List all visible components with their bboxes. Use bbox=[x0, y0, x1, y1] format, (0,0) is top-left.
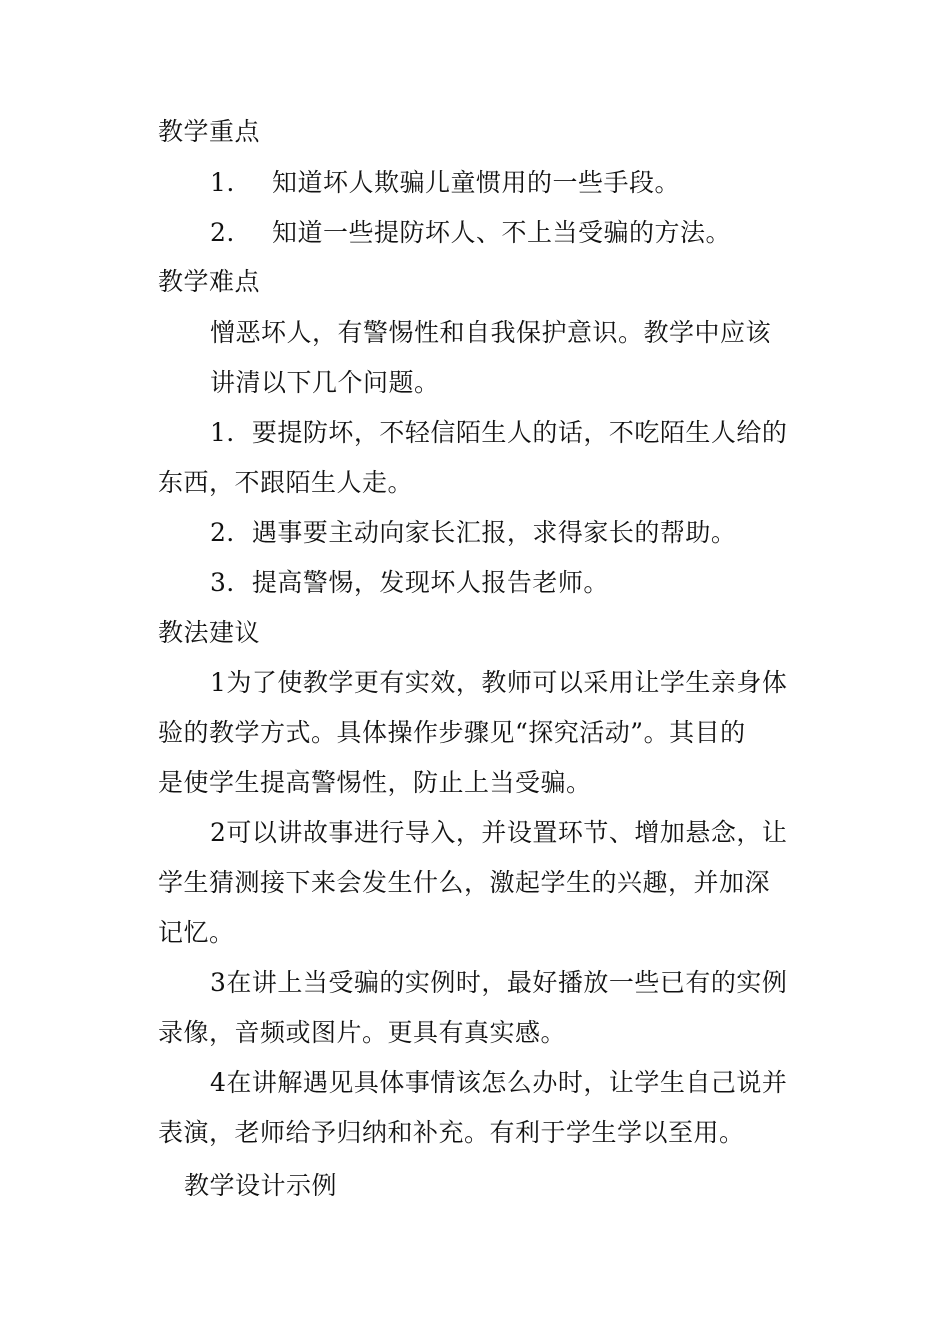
difficulty-point-line: 2．遇事要主动向家长汇报，求得家长的帮助。 bbox=[210, 518, 737, 547]
key-points-heading: 教学重点 bbox=[158, 117, 261, 146]
suggestion-line: 表演，老师给予归纳和补充。有利于学生学以至用。 bbox=[158, 1118, 745, 1147]
suggestion-line: 4在讲解遇见具体事情该怎么办时，让学生自己说并 bbox=[210, 1068, 788, 1097]
item-number: 2. bbox=[210, 218, 235, 247]
difficulty-point-line: 3．提高警惕，发现坏人报告老师。 bbox=[210, 568, 609, 597]
difficulties-intro-line: 讲清以下几个问题。 bbox=[210, 368, 440, 397]
suggestion-line: 1为了使教学更有实效，教师可以采用让学生亲身体 bbox=[210, 668, 788, 697]
key-point-item bbox=[210, 167, 680, 199]
suggestion-line: 录像，音频或图片。更具有真实感。 bbox=[158, 1018, 567, 1047]
suggestion-line: 2可以讲故事进行导入，并设置环节、增加悬念，让 bbox=[210, 818, 788, 847]
suggestion-line: 学生猜测接下来会发生什么，激起学生的兴趣，并加深 bbox=[158, 868, 771, 897]
suggestion-line: 验的教学方式。具体操作步骤见“探究活动”。其目的 bbox=[158, 718, 746, 747]
key-point-item bbox=[210, 217, 731, 249]
difficulties-heading: 教学难点 bbox=[158, 267, 261, 296]
item-text: 知道一些提防坏人、不上当受骗的方法。 bbox=[272, 218, 732, 247]
item-number: 1. bbox=[210, 168, 235, 197]
suggestion-line: 是使学生提高警惕性，防止上当受骗。 bbox=[158, 768, 592, 797]
difficulty-point-line: 东西，不跟陌生人走。 bbox=[158, 468, 414, 497]
difficulties-intro-line: 憎恶坏人，有警惕性和自我保护意识。教学中应该 bbox=[210, 318, 772, 347]
suggestion-line: 3在讲上当受骗的实例时，最好播放一些已有的实例 bbox=[210, 968, 788, 997]
difficulty-point-line: 1．要提防坏，不轻信陌生人的话，不吃陌生人给的 bbox=[210, 418, 788, 447]
design-example-heading: 教学设计示例 bbox=[184, 1171, 338, 1200]
suggestions-heading: 教法建议 bbox=[158, 618, 261, 647]
item-text: 知道坏人欺骗儿童惯用的一些手段。 bbox=[272, 168, 681, 197]
suggestion-line: 记忆。 bbox=[158, 918, 235, 947]
